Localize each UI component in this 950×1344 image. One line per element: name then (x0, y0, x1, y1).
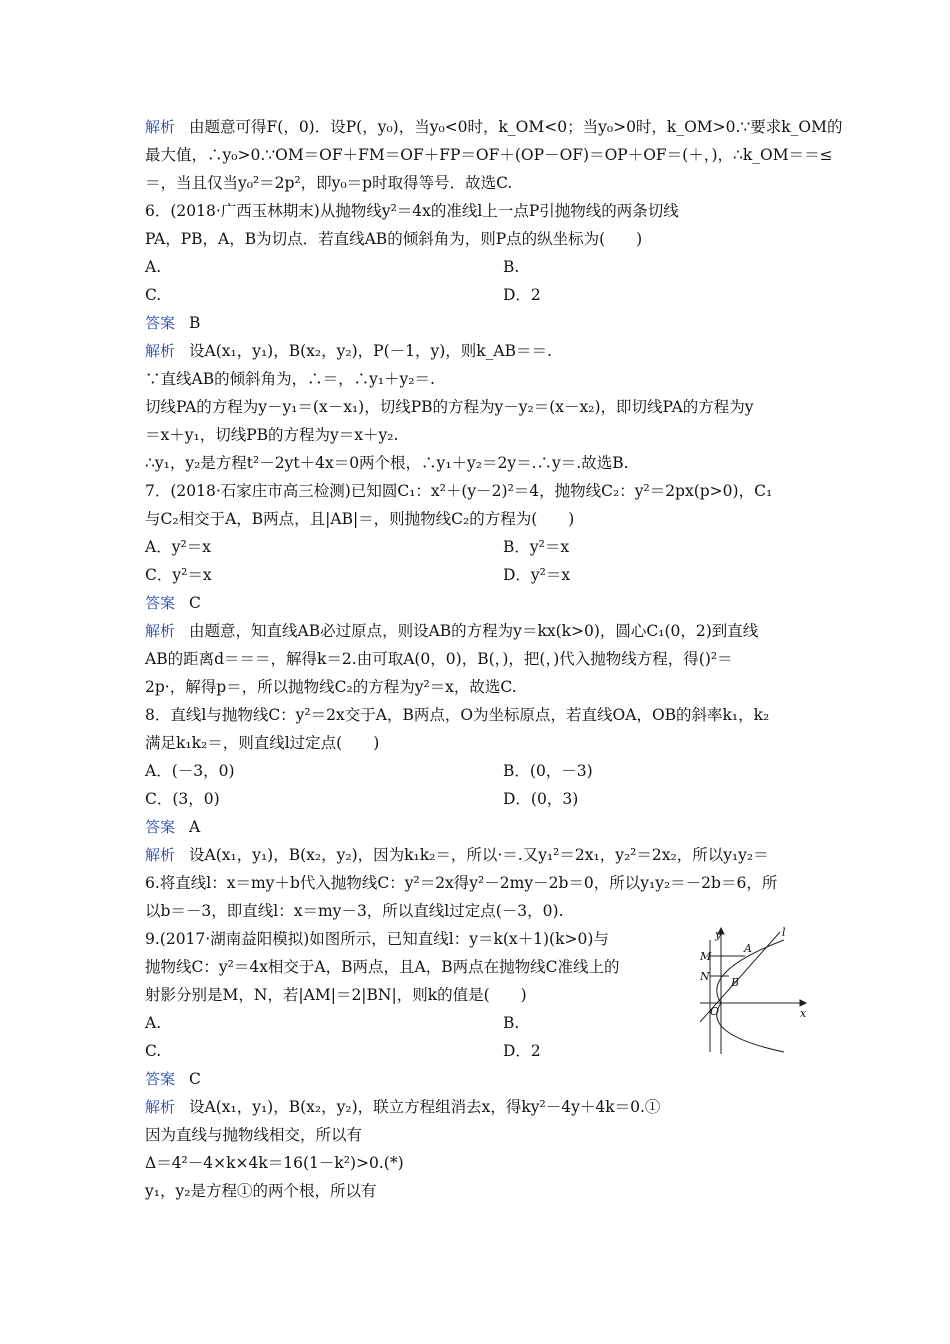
text-line (145, 313, 200, 333)
line-text: 由题意可得F(，0)．设P(，y₀)，当y₀<0时，k_OM<0；当y₀>0时，k_OM>0.∵要求k_OM的 (189, 118, 843, 136)
text-line (145, 509, 574, 529)
line-text: ＝，当且仅当y₀²＝2p²，即y₀＝p时取得等号．故选C. (145, 174, 513, 192)
text-line (145, 733, 379, 753)
text-line (145, 593, 201, 613)
line-text: Δ＝4²－4×k×4k＝16(1－k²)>0.(*) (145, 1154, 404, 1172)
line-text: 8．直线l与抛物线C：y²＝2x交于A，B两点，O为坐标原点，若直线OA，OB的斜率k₁，k₂ (145, 706, 770, 724)
line-text: 2p·，解得p＝，所以抛物线C₂的方程为y²＝x，故选C. (145, 678, 517, 696)
line-text: 设A(x₁，y₁)，B(x₂，y₂)，因为k₁k₂＝，所以·＝.又y₁²＝2x₁，y₂²＝2x₂，所以y₁y₂＝ (189, 846, 769, 864)
line-text: 6．(2018·广西玉林期末)从抛物线y²＝4x的准线l上一点P引抛物线的两条切线 (145, 202, 679, 220)
line-text: C. (145, 286, 162, 304)
text-line (145, 1041, 161, 1061)
text-line (145, 257, 161, 277)
line-text: A. (145, 1014, 162, 1032)
text-line (145, 985, 527, 1005)
answer-label: 答案 (145, 594, 176, 612)
line-text: ∴y₁，y₂是方程t²－2yt＋4x＝0两个根，∴y₁＋y₂＝2y＝.∴y＝.故选B. (145, 454, 629, 472)
line-text: 9.(2017·湖南益阳模拟)如图所示，已知直线l：y＝k(x＋1)(k>0)与 (145, 930, 609, 948)
text-line (145, 845, 769, 865)
line-text: 7．(2018·石家庄市高三检测)已知圆C₁：x²＋(y－2)²＝4，抛物线C₂：y²＝2px(p>0)，C₁ (145, 482, 773, 500)
text-line (145, 1097, 660, 1117)
analysis-label: 解析 (145, 622, 176, 640)
text-line (145, 1181, 376, 1201)
text-line (145, 1013, 161, 1033)
parabola-curve (717, 940, 784, 1052)
text-line (145, 201, 679, 221)
text-line (145, 789, 220, 809)
label-x: x (800, 1007, 807, 1020)
text-line (145, 873, 777, 893)
line-text: A．y²＝x (145, 538, 211, 556)
analysis-label: 解析 (145, 1098, 176, 1116)
answer-label: 答案 (145, 1070, 176, 1088)
line-text: 6.将直线l：x＝my＋b代入抛物线C：y²＝2x得y²－2my－2b＝0，所以y₁y₂＝－2b＝6，所 (145, 874, 778, 892)
answer-label: 答案 (145, 818, 176, 836)
text-line (145, 1069, 201, 1089)
text-line (145, 957, 619, 977)
option-right: B. (503, 1014, 520, 1032)
line-text: 因为直线与抛物线相交，所以有 (145, 1126, 363, 1144)
option-right: B．y²＝x (503, 538, 570, 556)
line-text: B (189, 314, 201, 332)
line-text: A．(－3，0) (145, 762, 235, 780)
analysis-label: 解析 (145, 118, 176, 136)
text-line (145, 817, 200, 837)
text-line (145, 565, 212, 585)
line-text: 以b＝－3，即直线l：x＝my－3，所以直线l过定点(－3，0). (145, 902, 564, 920)
option-right: D．(0，3) (503, 790, 579, 808)
text-line (145, 1153, 404, 1173)
line-text: AB的距离d＝＝＝，解得k＝2.由可取A(0，0)，B(，)，把(，)代入抛物线方程，得()²＝ (145, 650, 733, 668)
option-right: D．2 (503, 1042, 541, 1060)
text-line (145, 677, 517, 697)
text-line (145, 369, 435, 389)
label-b: B (731, 976, 740, 989)
text-line (145, 229, 642, 249)
label-y: y (715, 928, 722, 941)
line-text: C (189, 1070, 201, 1088)
text-line (145, 453, 629, 473)
line-text: C．y²＝x (145, 566, 212, 584)
line-text: A. (145, 258, 162, 276)
label-l: l (782, 926, 786, 939)
option-right: B．(0，－3) (503, 762, 593, 780)
label-m: M (700, 950, 712, 963)
text-line (145, 621, 758, 641)
line-text: ∵直线AB的倾斜角为，∴＝，∴y₁＋y₂＝. (145, 370, 435, 388)
line-text: 满足k₁k₂＝，则直线l过定点( ) (145, 734, 380, 752)
text-line (145, 1125, 362, 1145)
text-line (145, 341, 552, 361)
text-line (145, 929, 609, 949)
text-line (145, 481, 772, 501)
option-right: D．y²＝x (503, 566, 571, 584)
line-text: 抛物线C：y²＝4x相交于A，B两点，且A，B两点在抛物线C准线上的 (145, 958, 620, 976)
label-a: A (744, 942, 752, 955)
text-line (145, 901, 564, 921)
label-o: O (710, 1005, 720, 1018)
x-axis-arrow (800, 1000, 806, 1006)
line-text: ＝x＋y₁，切线PB的方程为y＝x＋y₂. (145, 426, 399, 444)
line-text: 最大值，∴y₀>0.∵OM＝OF＋FM＝OF＋FP＝OF＋(OP－OF)＝OP＋OF＝(＋，)，∴k_OM＝＝≤ (145, 146, 833, 164)
text-line (145, 145, 833, 165)
line-text: 设A(x₁，y₁)，B(x₂，y₂)，联立方程组消去x，得ky²－4y＋4k＝0.① (189, 1098, 661, 1116)
analysis-label: 解析 (145, 342, 176, 360)
text-line (145, 761, 235, 781)
analysis-label: 解析 (145, 846, 176, 864)
line-text: C (189, 594, 201, 612)
line-text: C．(3，0) (145, 790, 220, 808)
text-line (145, 425, 398, 445)
line-text: A (189, 818, 201, 836)
line-text: 由题意，知直线AB必过原点，则设AB的方程为y＝kx(k>0)，圆心C₁(0，2)到直线 (189, 622, 759, 640)
text-line (145, 173, 512, 193)
line-text: 与C₂相交于A，B两点，且|AB|＝，则抛物线C₂的方程为( ) (145, 510, 575, 528)
option-right: D．2 (503, 286, 541, 304)
line-text: y₁，y₂是方程①的两个根，所以有 (145, 1182, 377, 1200)
line-text: 切线PA的方程为y－y₁＝(x－x₁)，切线PB的方程为y－y₂＝(x－x₂)，即切线PA的方程为y (145, 398, 754, 416)
line-text: C. (145, 1042, 162, 1060)
text-line (145, 397, 754, 417)
text-line (145, 117, 843, 137)
option-right: B. (503, 258, 520, 276)
text-line (145, 537, 211, 557)
text-line (145, 285, 161, 305)
text-line (145, 705, 769, 725)
parabola-figure (700, 922, 825, 1057)
label-n: N (700, 970, 710, 983)
line-text: 设A(x₁，y₁)，B(x₂，y₂)，P(－1，y)，则k_AB＝＝. (189, 342, 552, 360)
text-line (145, 649, 733, 669)
answer-label: 答案 (145, 314, 176, 332)
line-text: PA，PB，A，B为切点．若直线AB的倾斜角为，则P点的纵坐标为( ) (145, 230, 643, 248)
line-text: 射影分别是M，N，若|AM|＝2|BN|，则k的值是( ) (145, 986, 527, 1004)
